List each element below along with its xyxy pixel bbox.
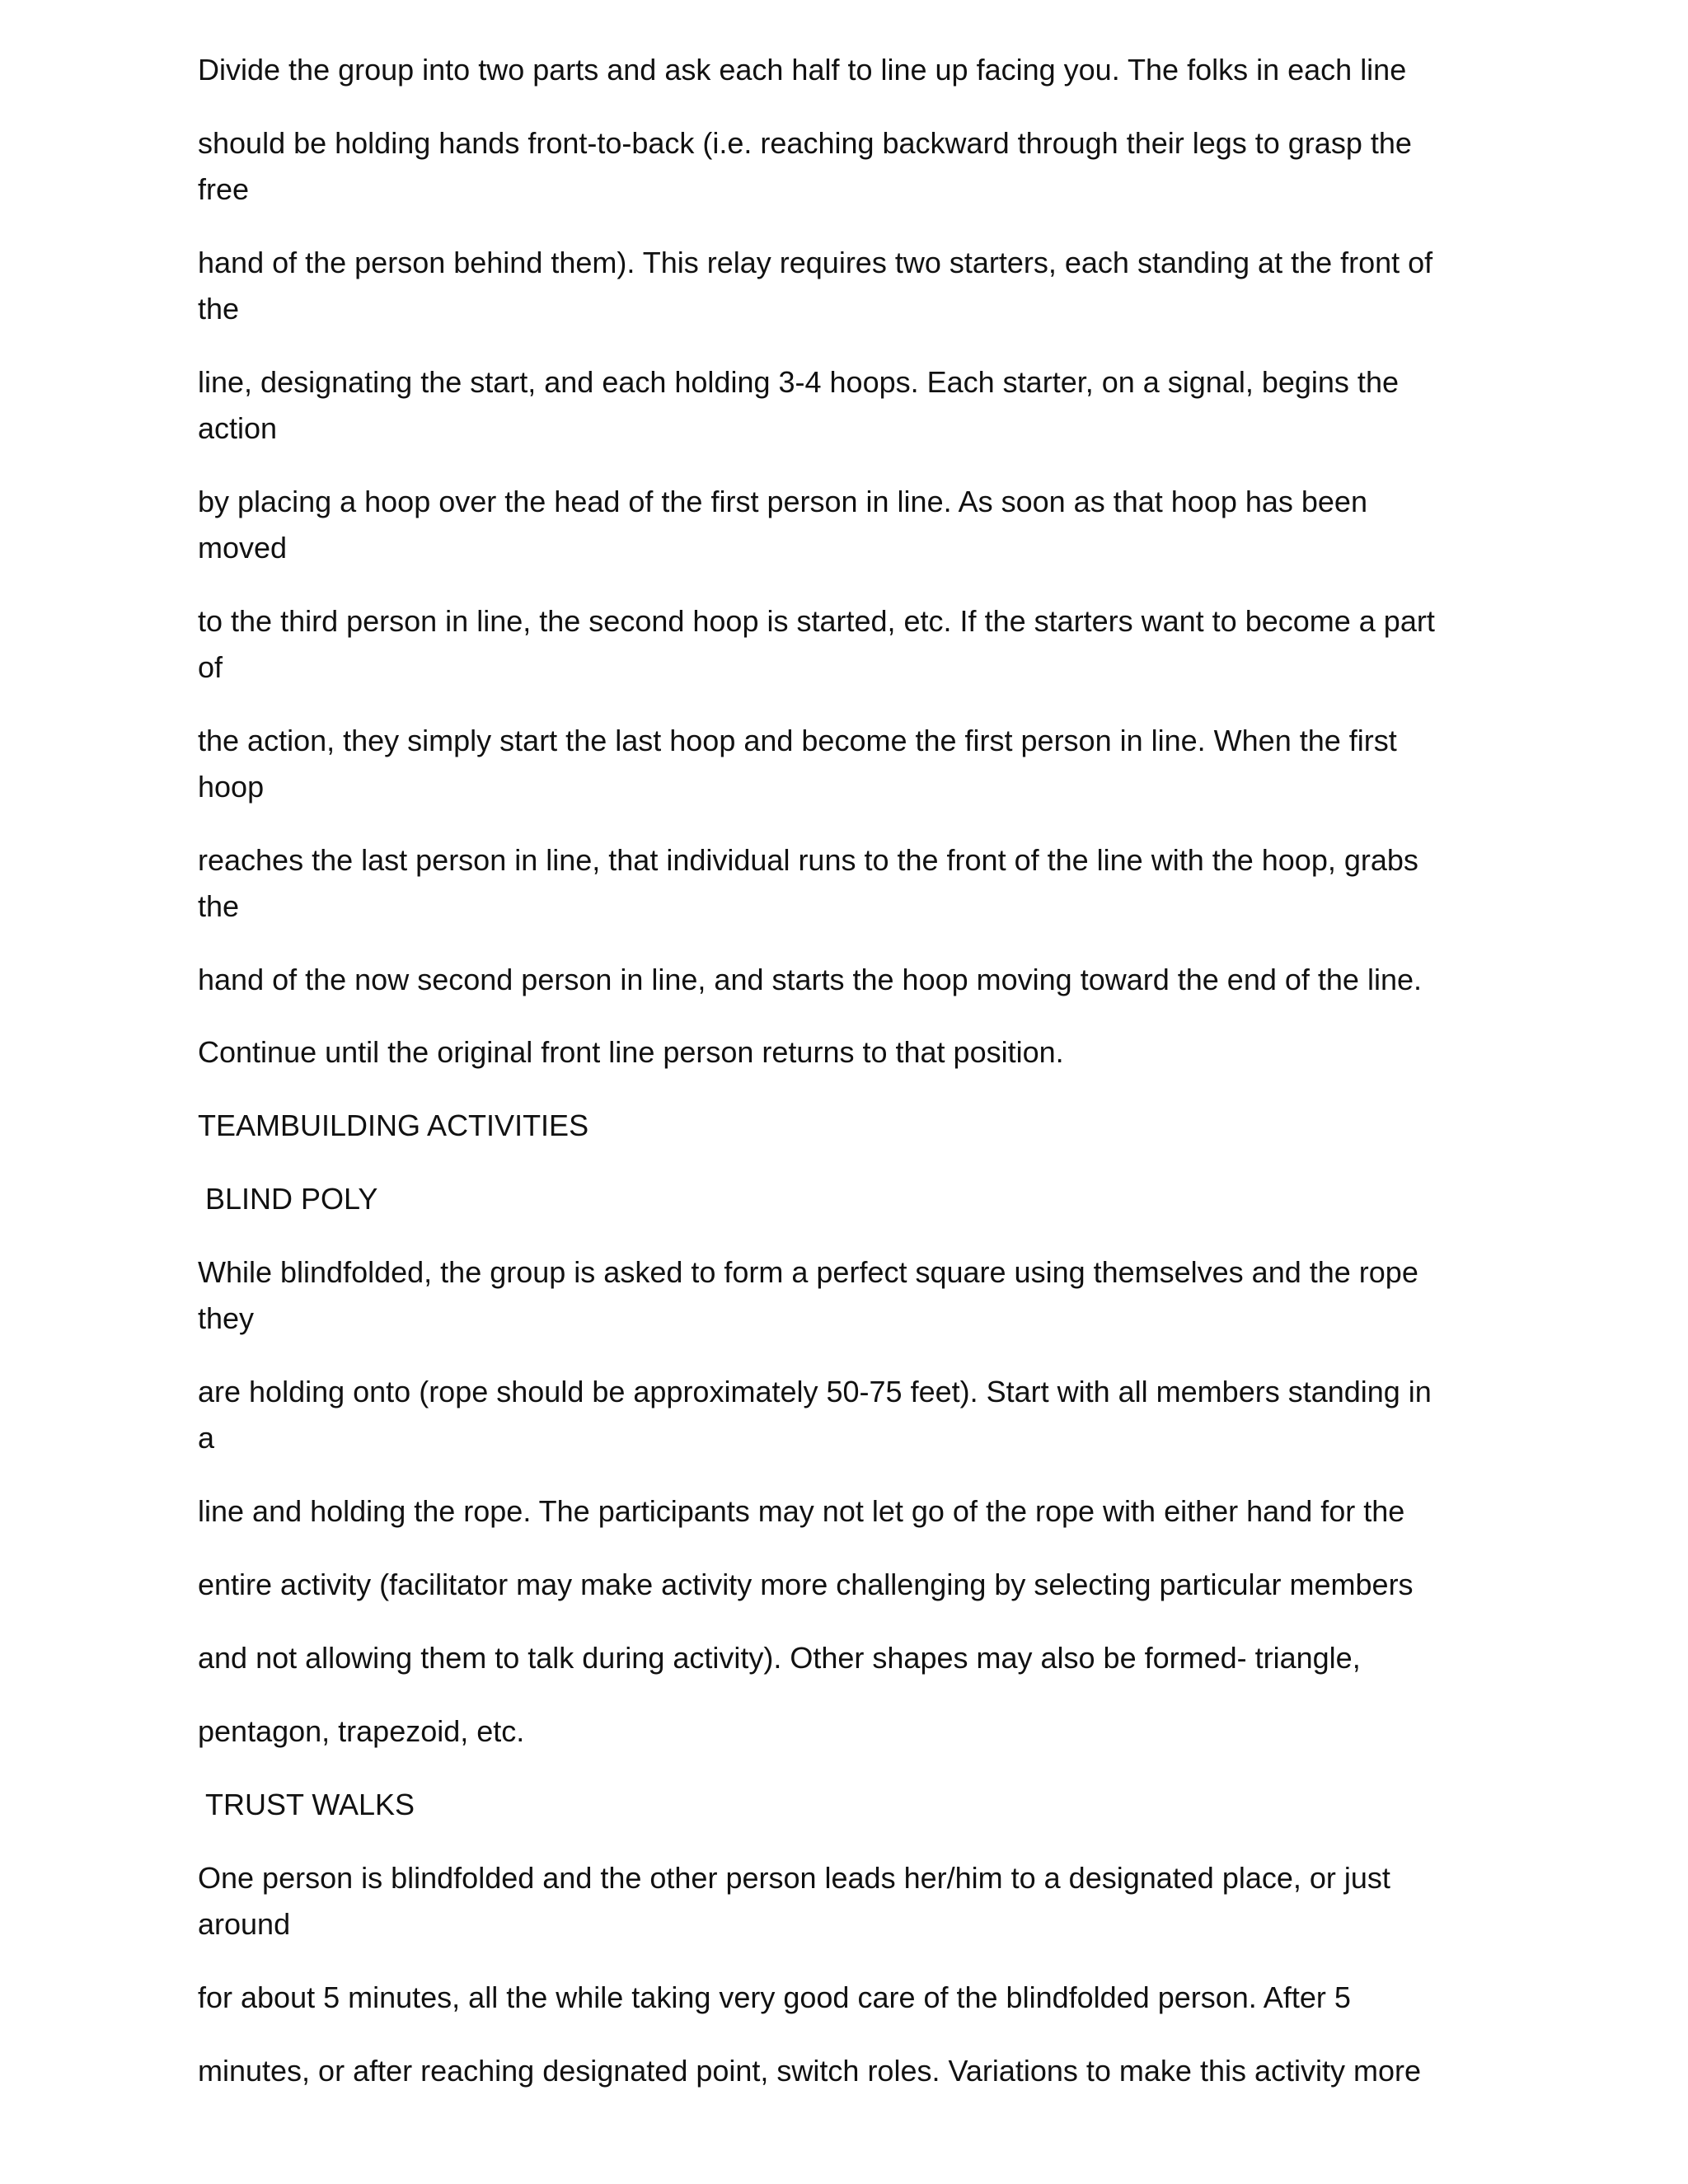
body-text-line: One person is blindfolded and the other person leads her/him to a designated place, or just xyxy=(198,1861,1390,1895)
activity-heading: TRUST WALKS xyxy=(205,1788,415,1821)
body-text-line: entire activity (facilitator may make activity more challenging by selecting particular members xyxy=(198,1568,1414,1601)
body-text-line: hand of the now second person in line, and starts the hoop moving toward the end of the line. xyxy=(198,963,1422,996)
body-text-line: free xyxy=(198,172,250,206)
body-text-line: pentagon, trapezoid, etc. xyxy=(198,1714,525,1748)
body-text-line: and not allowing them to talk during activity). Other shapes may also be formed- triangle, xyxy=(198,1641,1361,1675)
body-text-line: around xyxy=(198,1907,291,1941)
body-text-line: to the third person in line, the second hoop is started, etc. If the starters want to become a part xyxy=(198,604,1435,638)
body-text-line: the xyxy=(198,292,240,326)
body-text-line: the action, they simply start the last hoop and become the first person in line. When the first xyxy=(198,724,1397,757)
body-text-line: While blindfolded, the group is asked to form a perfect square using themselves and the rope xyxy=(198,1255,1418,1289)
body-text-line: the xyxy=(198,889,240,923)
body-text-line: Continue until the original front line person returns to that position. xyxy=(198,1035,1064,1069)
body-text-line: action xyxy=(198,411,278,445)
body-text-line: hoop xyxy=(198,770,265,804)
body-text-line: by placing a hoop over the head of the first person in line. As soon as that hoop has been xyxy=(198,485,1367,518)
body-text-line: a xyxy=(198,1421,215,1455)
body-text-line: line and holding the rope. The participants may not let go of the rope with either hand for the xyxy=(198,1494,1405,1528)
body-text-line: line, designating the start, and each holding 3-4 hoops. Each starter, on a signal, begins the xyxy=(198,365,1399,399)
body-text-line: minutes, or after reaching designated point, switch roles. Variations to make this activity more xyxy=(198,2054,1422,2088)
section-heading: TEAMBUILDING ACTIVITIES xyxy=(198,1108,589,1142)
body-text-line: for about 5 minutes, all the while taking very good care of the blindfolded person. After 5 xyxy=(198,1980,1351,2014)
body-text-line: of xyxy=(198,650,223,684)
body-text-line: reaches the last person in line, that individual runs to the front of the line with the hoop, grabs xyxy=(198,843,1418,877)
body-text-line: should be holding hands front-to-back (i.e. reaching backward through their legs to grasp the xyxy=(198,126,1412,160)
body-text-line: Divide the group into two parts and ask each half to line up facing you. The folks in each line xyxy=(198,53,1407,87)
body-text-line: are holding onto (rope should be approximately 50-75 feet). Start with all members standing in xyxy=(198,1375,1432,1408)
body-text-line: they xyxy=(198,1301,255,1335)
body-text-line: hand of the person behind them). This relay requires two starters, each standing at the front of xyxy=(198,246,1433,279)
body-text-line: moved xyxy=(198,531,288,565)
activity-heading: BLIND POLY xyxy=(205,1182,378,1216)
